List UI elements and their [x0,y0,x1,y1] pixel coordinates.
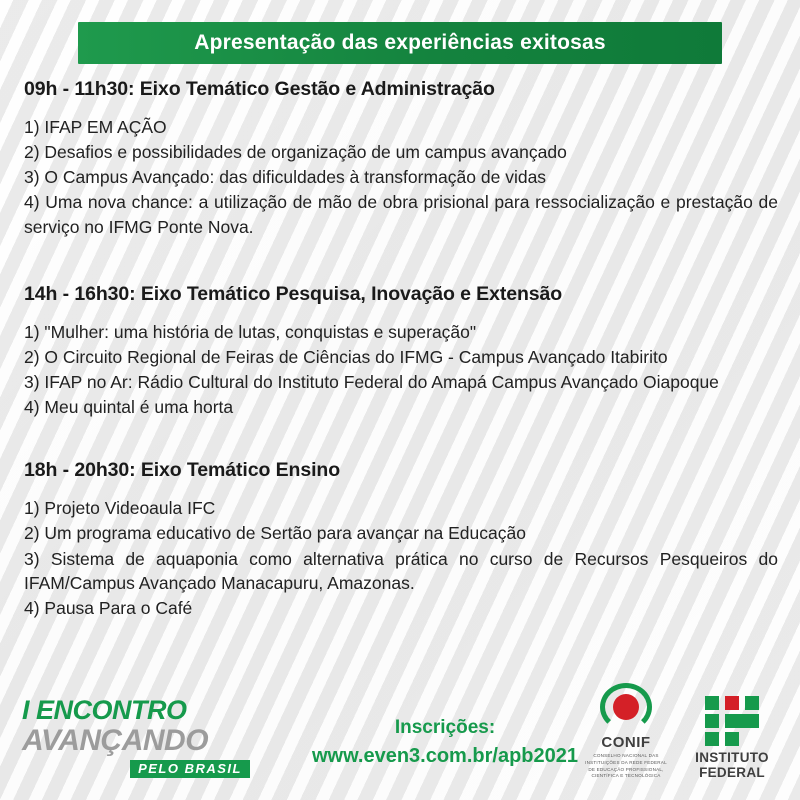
poster-footer [0,682,800,800]
page-title: Apresentação das experiências exitosas [194,31,606,54]
list-item: 4) Meu quintal é uma horta [24,397,234,418]
section-heading: 18h - 20h30: Eixo Temático Ensino [24,459,341,482]
instituto-federal-logo [684,696,780,780]
section-heading: 09h - 11h30: Eixo Temático Gestão e Administração [24,78,495,100]
section-spacer [24,257,778,283]
schedule-content [24,78,778,638]
event-logo-tagline-text: PELO BRASIL [130,760,250,778]
list-item: 2) Um programa educativo de Sertão para avançar na Educação [24,523,526,544]
list-item: 1) IFAP EM AÇÃO [24,117,167,137]
list-item: 1) "Mulher: uma história de lutas, conquistas e superação" [24,321,477,342]
list-item: 4) Uma nova chance: a utilização de mão de obra prisional para ressocialização e prestação de serviço no IFMG Ponte Nova. [24,192,778,237]
event-logo [22,697,262,778]
registration-label: Inscrições: [394,717,496,738]
instituto-federal-line2: FEDERAL [699,764,765,780]
instituto-federal-mark-icon [705,696,759,746]
registration-block [300,717,590,768]
list-item: 3) Sistema de aquaponia como alternativa prática no curso de Recursos Pesqueiros do IFAM/Campus Avançado Manacapuru, Amazonas. [24,548,778,593]
event-logo-line1: I ENCONTRO [22,695,187,725]
schedule-section [24,459,778,620]
schedule-section [24,283,778,420]
list-item: 3) O Campus Avançado: das dificuldades à transformação de vidas [24,167,547,188]
registration-url[interactable]: www.even3.com.br/apb2021 [311,745,579,767]
list-item: 2) O Circuito Regional de Feiras de Ciências do IFMG - Campus Avançado Itabirito [24,346,668,367]
list-item: 2) Desafios e possibilidades de organização de um campus avançado [24,142,567,163]
list-item: 4) Pausa Para o Café [24,597,193,618]
section-spacer [24,437,778,459]
conif-name: CONIF [601,734,651,752]
list-item: 3) IFAP no Ar: Rádio Cultural do Instituto Federal do Amapá Campus Avançado Oiapoque [24,371,719,392]
title-banner [78,22,722,64]
conif-mark-icon [600,683,652,731]
section-heading: 14h - 16h30: Eixo Temático Pesquisa, Inovação e Extensão [24,282,563,305]
conif-subtitle: CONSELHO NACIONAL DAS INSTITUIÇÕES DA REDE FEDERAL DE EDUCAÇÃO PROFISSIONAL, CIENTÍFICA E TECNOLÓGICA [585,753,667,779]
schedule-section [24,78,778,239]
list-item: 1) Projeto Videoaula IFC [24,498,216,519]
event-logo-line2: AVANÇANDO [22,724,209,757]
event-logo-tagline [22,760,250,778]
instituto-federal-line1: INSTITUTO [695,749,769,765]
conif-logo [583,683,669,780]
